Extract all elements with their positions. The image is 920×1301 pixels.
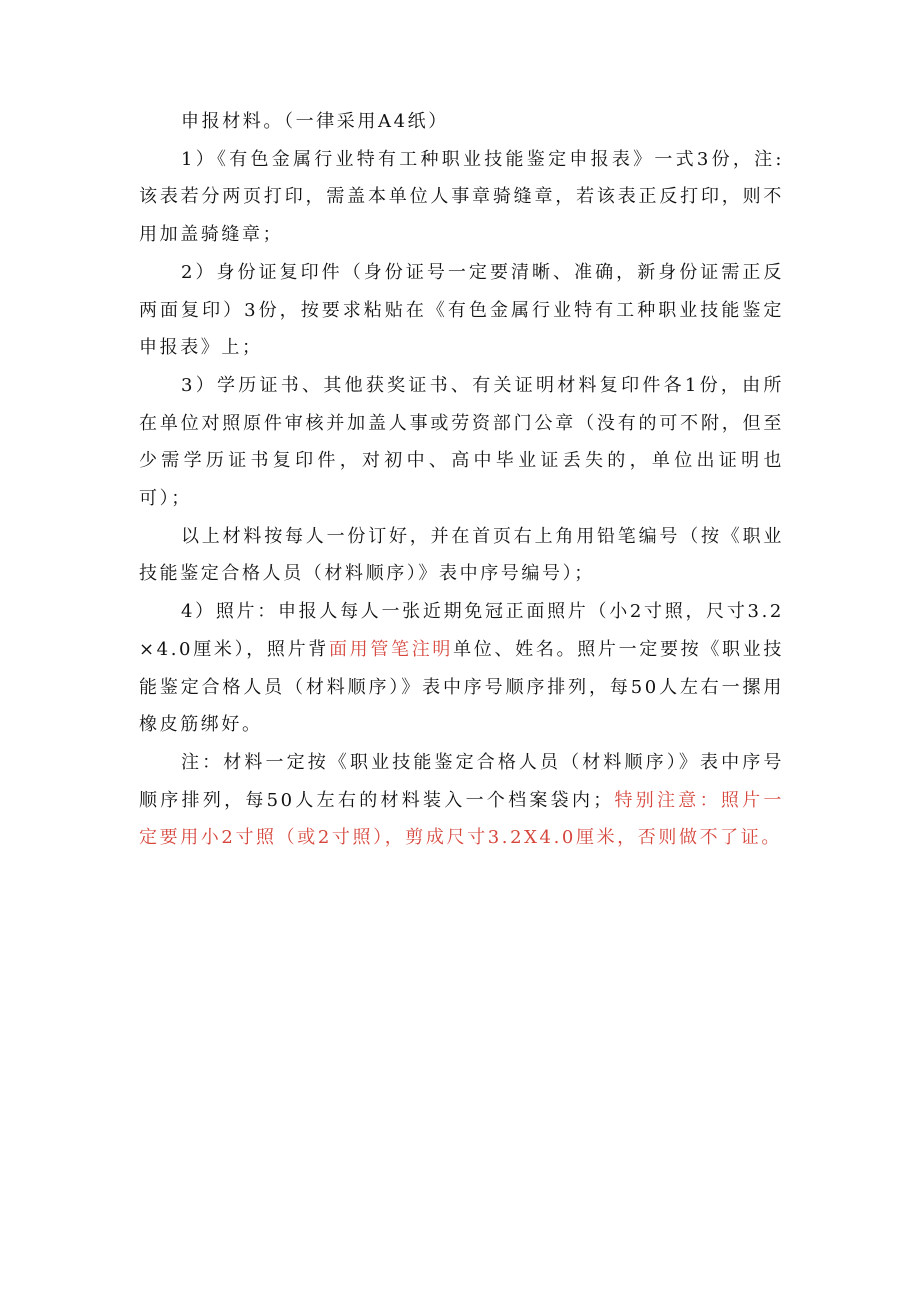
binding-paragraph: 以上材料按每人一份订好，并在首页右上角用铅笔编号（按《职业技能鉴定合格人员（材料顺序）》表中序号编号）； [139, 525, 784, 585]
item-3-paragraph: 3）学历证书、其他获奖证书、有关证明材料复印件各1份，由所在单位对照原件审核并加盖人事或劳资部门公章（没有的可不附，但至少需学历证书复印件，对初中、高中毕业证丢失的，单位出证明也可）； [139, 374, 784, 510]
document-body [139, 103, 784, 857]
item-1-paragraph: 1）《有色金属行业特有工种职业技能鉴定申报表》一式3份，注:该表若分两页打印，需盖本单位人事章骑缝章，若该表正反打印，则不用加盖骑缝章； [139, 148, 784, 246]
item-4-text-end: 单位、姓名。照片一定要按《职业技能鉴定合格人员（材料顺序）》表中序号顺序排列，每50人左右一摞用橡皮筋绑好。 [139, 638, 785, 736]
item-2-paragraph: 2）身份证复印件（身份证号一定要清晰、准确，新身份证需正反两面复印）3份，按要求粘贴在《有色金属行业特有工种职业技能鉴定申报表》上； [139, 261, 784, 359]
intro-paragraph: 申报材料。（一律采用A4纸） [181, 111, 449, 132]
item-4-paragraph [139, 593, 784, 744]
note-highlight: 特别注意：照片一定要用小2寸照（或2寸照），剪成尺寸3.2X4.0厘米，否则做不了证。 [139, 789, 784, 849]
item-4-text-start: 4）照片：申报人每人一张近期免冠正面照片（小2寸照，尺寸3.2×4.0厘米），照片背 [139, 601, 784, 660]
note-paragraph [139, 744, 784, 857]
note-text: 注：材料一定按《职业技能鉴定合格人员（材料顺序）》表中序号顺序排列，每50人左右的材料装入一个档案袋内； [139, 751, 784, 811]
item-4-highlight: 面用管笔注明 [329, 638, 454, 660]
